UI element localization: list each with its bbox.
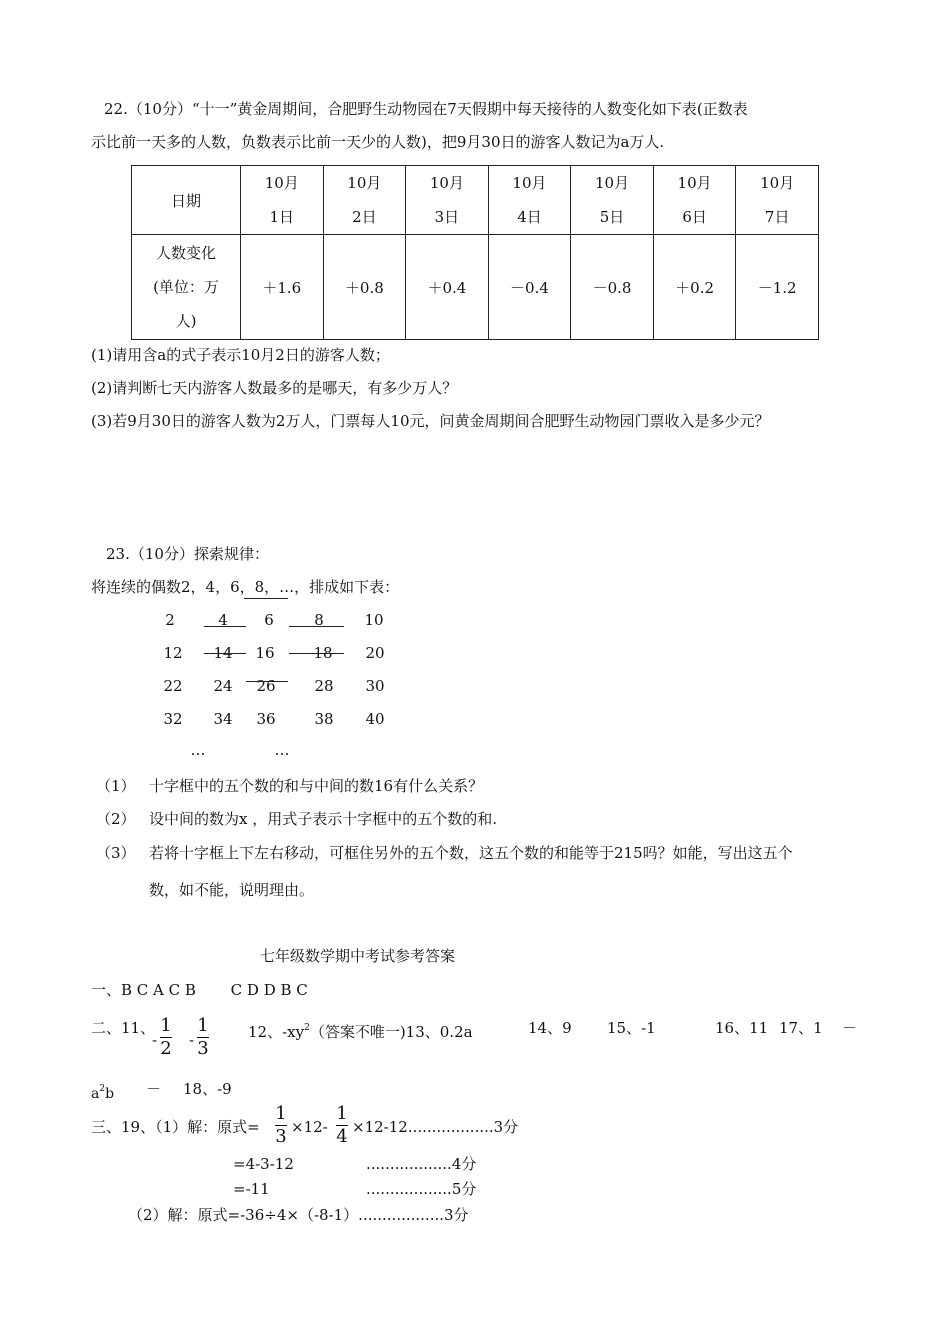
grid-cell: 22 — [163, 677, 183, 695]
grid-cell: 12 — [163, 644, 183, 662]
answers-title: 七年级数学期中考试参考答案 — [260, 947, 456, 965]
grid-cell: 6 — [264, 611, 274, 629]
answers-part1: 一、B C A C B C D D B C — [91, 981, 308, 999]
q22-line1: 22.（10分）“十一”黄金周期间，合肥野生动物园在7天假期中每天接待的人数变化如下表(正数表 — [104, 100, 748, 118]
grid-cell: 26 — [256, 677, 276, 695]
table-change-cell: ＋0.2 — [653, 235, 736, 340]
table-change-cell: ＋0.4 — [406, 235, 489, 340]
ellipsis: … — [274, 741, 290, 759]
table-change-cell: ＋0.8 — [323, 235, 406, 340]
table-change-cell: －1.2 — [736, 235, 819, 340]
table-change-cell: －0.4 — [488, 235, 571, 340]
grid-cell: 10 — [364, 611, 384, 629]
fraction: 1 2 — [160, 1015, 172, 1059]
table-header-date: 日期 — [132, 166, 241, 235]
table-change-cell: ＋1.6 — [241, 235, 324, 340]
grid-cell: 8 — [314, 611, 324, 629]
table-date-cell: 10月 6日 — [653, 166, 736, 235]
grid-cell: 30 — [365, 677, 385, 695]
q22-sub3: (3)若9月30日的游客人数为2万人，门票每人10元，问黄金周期间合肥野生动物园门票收入是多少元？ — [91, 412, 770, 430]
frame-line — [204, 626, 246, 627]
grid-cell: 28 — [314, 677, 334, 695]
q23-sub3a: 若将十字框上下左右移动，可框住另外的五个数，这五个数的和能等于215吗？如能，写出这五个 — [149, 844, 793, 862]
q23-sub1: 十字框中的五个数的和与中间的数16有什么关系？ — [149, 777, 484, 795]
table-header-change: 人数变化 (单位：万 人) — [132, 235, 241, 340]
underline-mark — [244, 598, 288, 599]
fraction: 1 3 — [197, 1015, 209, 1059]
grid-cell: 20 — [365, 644, 385, 662]
grid-cell: 38 — [314, 710, 334, 728]
ellipsis: … — [190, 741, 206, 759]
frame-line — [246, 681, 288, 682]
fraction: 1 4 — [336, 1103, 348, 1147]
frame-line — [289, 626, 344, 627]
grid-cell: 2 — [165, 611, 175, 629]
table-date-cell: 10月 2日 — [323, 166, 406, 235]
grid-cell: 24 — [213, 677, 233, 695]
table-date-cell: 10月 4日 — [488, 166, 571, 235]
frame-line — [289, 653, 344, 654]
q23-intro: 将连续的偶数2，4，6，8，…，排成如下表： — [91, 578, 400, 596]
q22-line2: 示比前一天多的人数，负数表示比前一天少的人数)，把9月30日的游客人数记为a万人. — [91, 133, 665, 151]
table-date-cell: 10月 3日 — [406, 166, 489, 235]
q23-title: 23.（10分）探索规律： — [106, 545, 269, 563]
grid-cell: 14 — [213, 644, 233, 662]
q22-sub2: (2)请判断七天内游客人数最多的是哪天，有多少万人？ — [91, 379, 458, 397]
grid-cell: 32 — [163, 710, 183, 728]
grid-cell: 40 — [365, 710, 385, 728]
frame-line — [204, 653, 246, 654]
q23-sub3-no: （3） — [96, 844, 136, 862]
fraction: 1 3 — [275, 1103, 287, 1147]
q23-sub2: 设中间的数为x ，用式子表示十字框中的五个数的和. — [149, 810, 497, 828]
q22-table — [131, 165, 819, 340]
grid-cell: 4 — [218, 611, 228, 629]
q22-sub1: (1)请用含a的式子表示10月2日的游客人数； — [91, 346, 390, 364]
table-date-cell: 10月 1日 — [241, 166, 324, 235]
grid-cell: 36 — [256, 710, 276, 728]
table-change-cell: －0.8 — [571, 235, 654, 340]
table-date-cell: 10月 5日 — [571, 166, 654, 235]
table-date-cell: 10月 7日 — [736, 166, 819, 235]
grid-cell: 16 — [255, 644, 275, 662]
q23-sub1-no: （1） — [96, 777, 136, 795]
q23-sub2-no: （2） — [96, 810, 136, 828]
grid-cell: 34 — [213, 710, 233, 728]
q23-sub3b: 数，如不能，说明理由。 — [149, 881, 315, 899]
grid-cell: 18 — [313, 644, 333, 662]
